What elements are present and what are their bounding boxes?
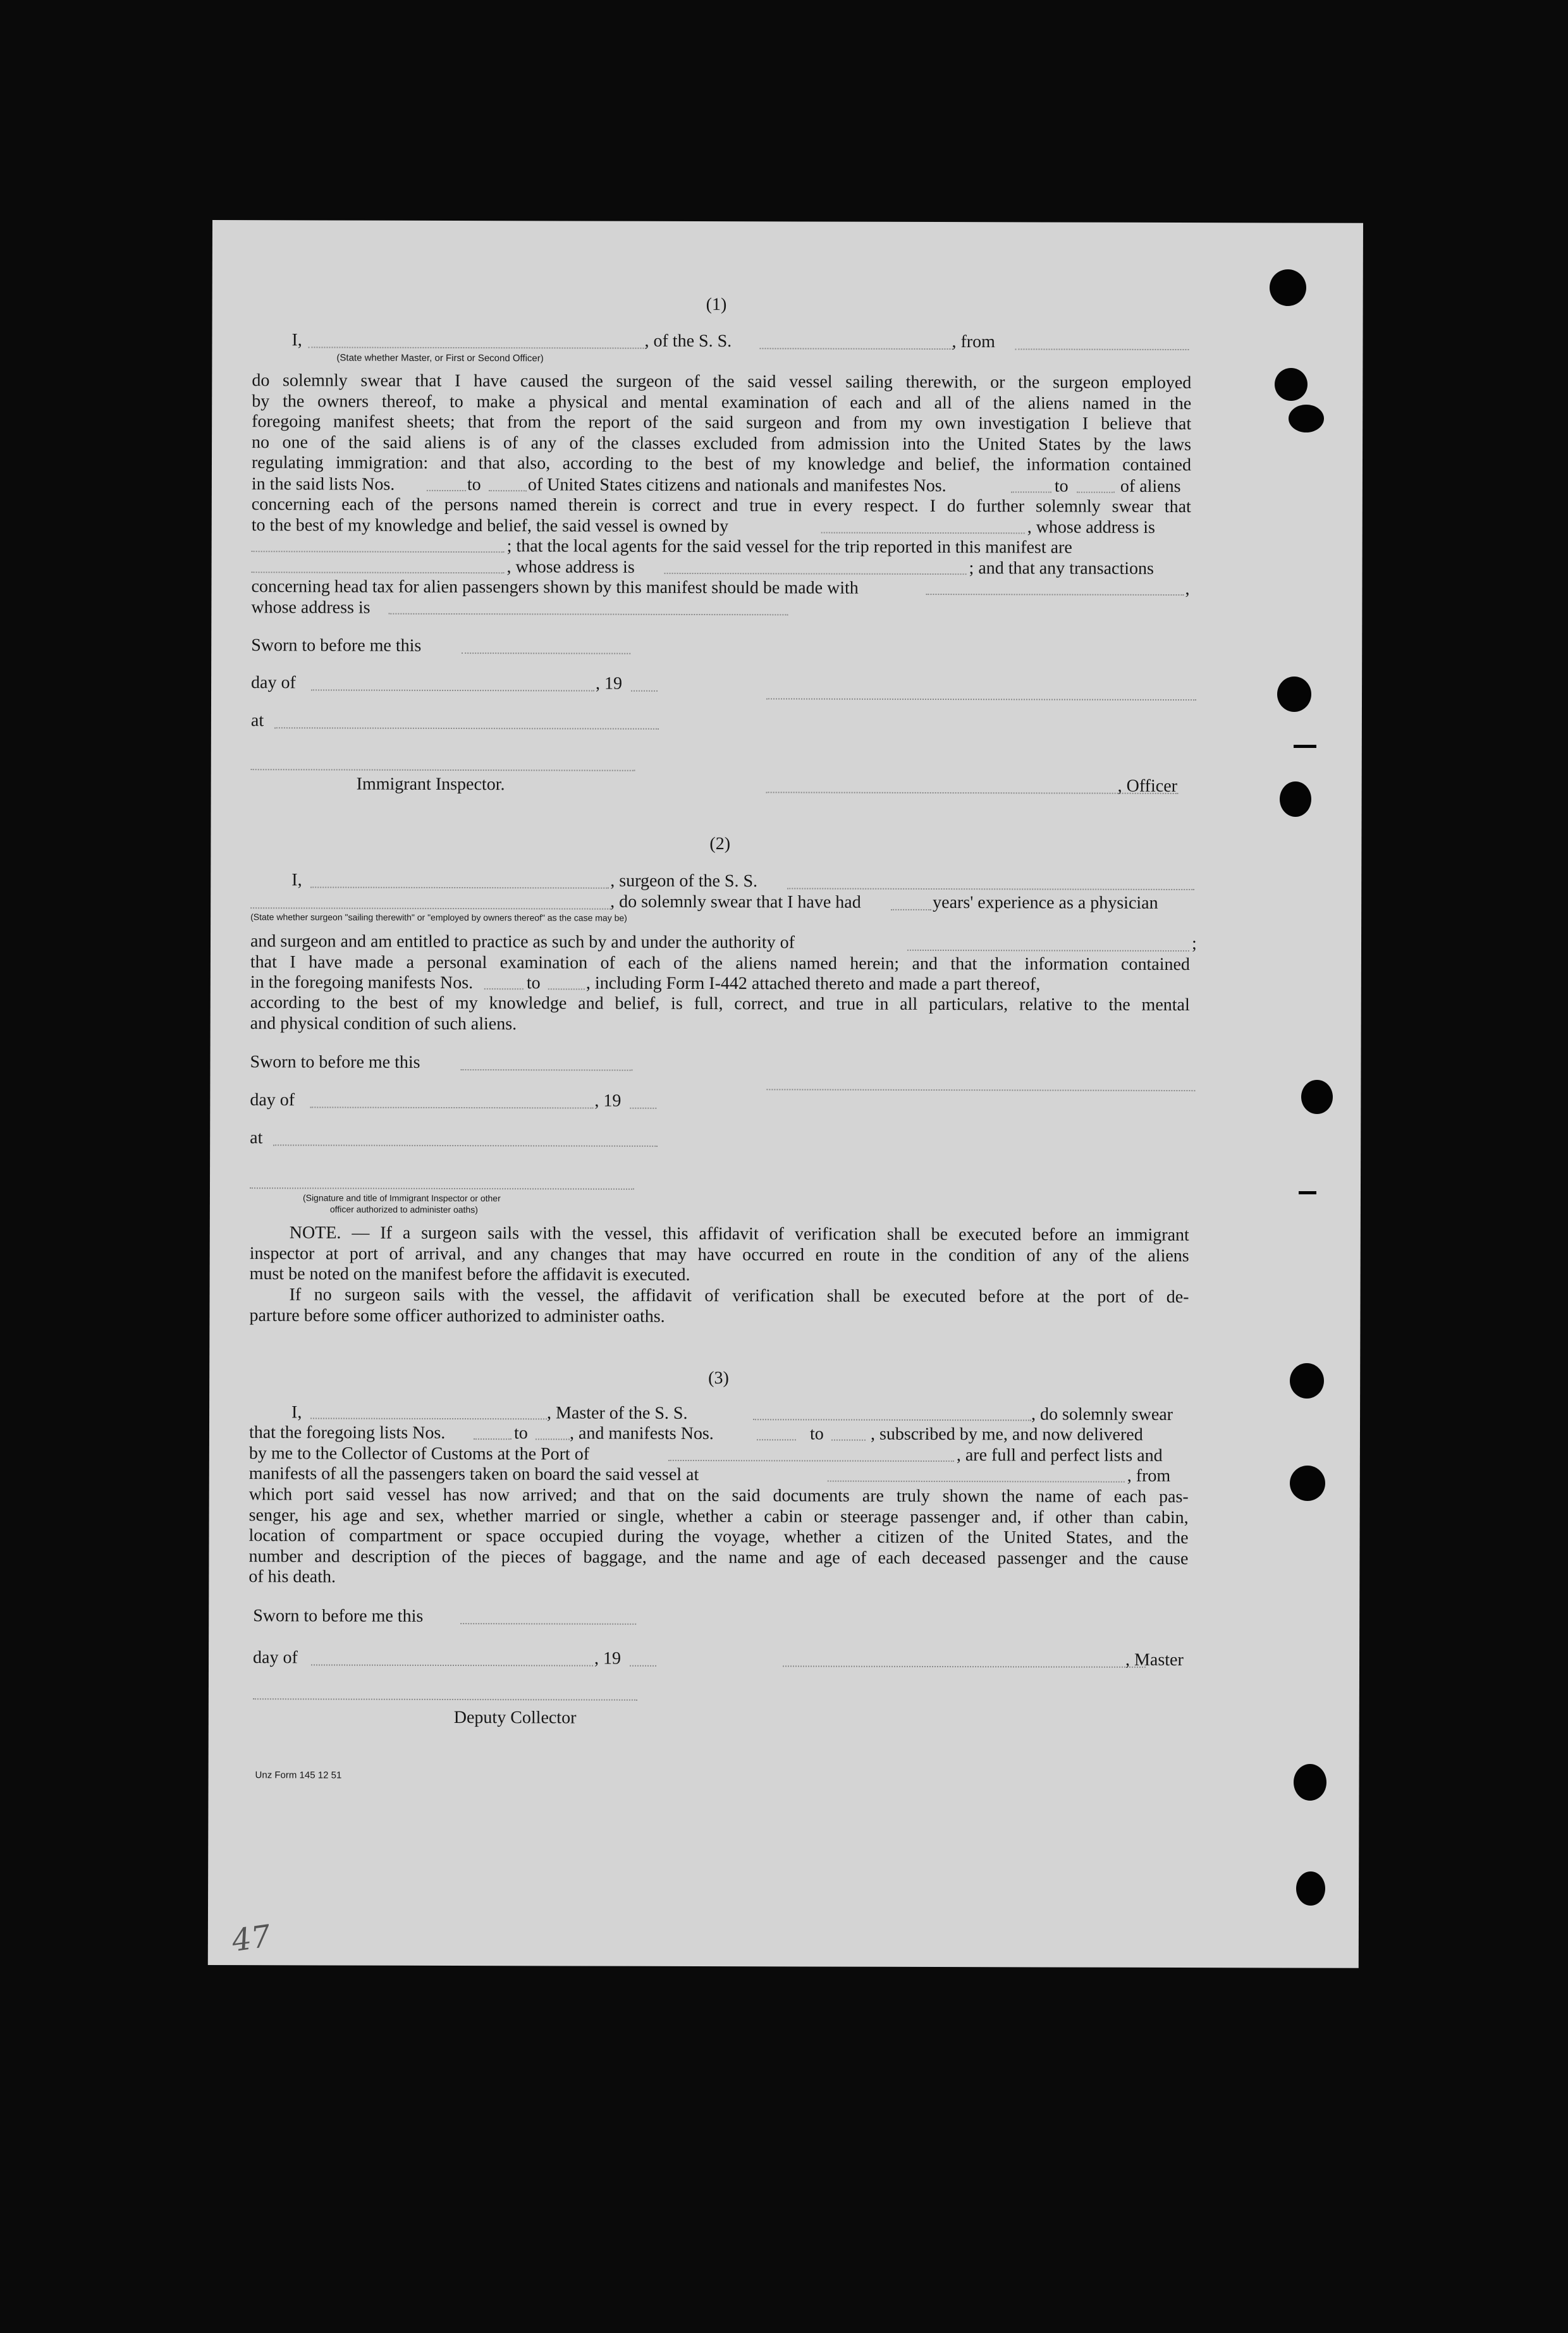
sworn-year-field[interactable] bbox=[630, 1108, 656, 1109]
at-label: at bbox=[250, 711, 264, 731]
years-experience-field[interactable] bbox=[891, 909, 931, 910]
sworn-day-field[interactable] bbox=[462, 652, 630, 654]
of-aliens-label: of aliens bbox=[1120, 476, 1181, 497]
lists-nos-label: in the said lists Nos. bbox=[251, 474, 395, 494]
agents-field[interactable] bbox=[252, 572, 505, 573]
manifests-from-field[interactable] bbox=[757, 1439, 796, 1440]
surgeon-name-field[interactable] bbox=[310, 886, 609, 888]
agents-address-field[interactable] bbox=[665, 573, 967, 575]
experience-label: years' experience as a physician bbox=[933, 892, 1158, 913]
officer-label: , Officer bbox=[1117, 776, 1178, 796]
sworn-label: Sworn to before me this bbox=[250, 1052, 420, 1072]
head-tax-address-field[interactable] bbox=[388, 613, 788, 616]
punch-hole bbox=[1290, 1466, 1325, 1501]
whose-address-label: , whose address is bbox=[1027, 517, 1155, 537]
surgeon-status-field[interactable] bbox=[250, 907, 611, 909]
day-of-label: day of bbox=[251, 673, 296, 693]
surgeon-note: (State whether surgeon "sailing therewith" or "employed by owners thereof" as the case may be) bbox=[250, 912, 627, 923]
transactions-label: ; and that any transactions bbox=[969, 558, 1154, 579]
body-line: no one of the said aliens is of any of the classes excluded from admission into the United States by the laws bbox=[252, 432, 1192, 455]
sworn-day-field[interactable] bbox=[460, 1069, 632, 1071]
signature-note: (Signature and title of Immigrant Inspector or other bbox=[302, 1192, 501, 1204]
alien-manifest-from-field[interactable] bbox=[1011, 491, 1051, 493]
master-label: , Master bbox=[1125, 1650, 1184, 1670]
section2-heading: (2) bbox=[709, 834, 731, 854]
body-line: foregoing manifest sheets; that from the report of the said surgeon and from my own investigation I believe that bbox=[252, 412, 1192, 434]
officer-signature-line[interactable] bbox=[766, 698, 1196, 701]
surgeon-of-label: , surgeon of the S. S. bbox=[610, 871, 758, 891]
from-label: , from bbox=[1127, 1466, 1171, 1486]
swear-label: , do solemnly swear that I have had bbox=[610, 891, 861, 912]
note2-paragraph: If no surgeon sails with the vessel, the affidavit of verification shall be executed before at the port of de- parture before some officer authorized to administer oaths. bbox=[249, 1285, 1189, 1326]
master-signature-line[interactable] bbox=[783, 1665, 1146, 1668]
master-of-label: , Master of the S. S. bbox=[547, 1403, 688, 1423]
departure-port-field[interactable] bbox=[828, 1481, 1125, 1483]
manifest-verification-form: (1) I, , of the S. S. , from (State whether Master, or First or Second Officer) do solemnly swear that I have caused the surgeon of the said vessel sailing therewith, or the surgeon employed by the owners thereof, to make a physical and mental examination of each and all of the aliens named in the foregoing manifest sheets; that from the report of the said surgeon and from my own investigation I believe that no one of the said aliens is of any of the classes excluded from admission into the United States by the laws regulating immigration: and that also, according to the best of my knowledge and belief, the information contained in the said lists Nos. to of United States citizens and nationals and manifestes Nos. to of aliens concerning each of the persons named therein is correct and true in every respect. I do further solemnly swear that to the best of my knowledge and belief, the said vessel is owned by , whose address is ; that the local agents for the said vessel for the trip reported in this manifest are , whose address is ; and that any transactions concerning head tax for alien passengers shown by this manifest should be made with , whose address is Sworn to before me this day of , 19 at Immigrant Inspector. , Officer (2) I, , surgeon of the S. S. , do solemnly swear that I have had years' experience as a physician (State whether surgeon "sailing therewith" or "employed by owners thereof" as the case may be) and surgeon and am entitled to practice as such by and under the authority of ; that I have made a personal examination of each of the aliens named herein; and that the information contained in the foregoing manifests Nos. to , including Form I-442 attached thereto and made a part thereof, according to the best of my knowledge and belief, is full, correct, and true in all particulars, relative to the mental and physical condition of such aliens. Sworn to before me this day of , 19 at (Signature and title of Immigrant Inspector or other officer authorized to administer oaths) NOTE. — If a surgeon sails with the vessel, this affidavit of verification shall be executed before an immigrant inspector at port of arrival, and any changes that may have occurred en route in the condition of any of the aliens must be noted on the manifest before the affidavit is executed. If no surgeon sails with the vessel, the affidavit of verification shall be executed before at the port of de- parture before some officer authorized to administer oaths. (3) I, , Master of the S. S. , do solemnly swear that the foregoing lists Nos. to , and manifests Nos. to , subscribed by me, and now delivered by me to the Collector of Customs at the Port of , are full and perfect lists and manifests of all the passengers taken on board the said vessel at , from which port said vessel has now arrived; and that on the said documents are truly shown the name of each pas- senger, his age and sex, whether married or single, whether a cabin or steerage passenger and, if other than cabin, location of compartment or space occupied during the voyage, whether a citizen of the United States, and the number and description of the pieces of baggage, and the name and age of each deceased passenger and the cause of his death. Sworn to before me this day of , 19 , Master Deputy Collector Unz Form 145 12 51 47 bbox=[208, 220, 1363, 1968]
surgeon-signature-line[interactable] bbox=[766, 1089, 1195, 1091]
sworn-label: Sworn to before me this bbox=[251, 635, 422, 656]
to-label: to bbox=[467, 475, 481, 495]
master-name-field[interactable] bbox=[308, 346, 646, 348]
year-label: , 19 bbox=[594, 1648, 622, 1669]
taken-on-board-label: manifests of all the passengers taken on board the said vessel at bbox=[248, 1464, 699, 1485]
officer-title-line[interactable] bbox=[766, 792, 1179, 794]
inspector-signature-line[interactable] bbox=[250, 1187, 634, 1190]
section3-body: which port said vessel has now arrived; and that on the said documents are truly shown the name of each pas- senger, his age and sex, whether married or single, whether a cabin or steerage passenger and, if other than cabin, location of compartment or space occupied during the voyage, whether a citizen of the United States, and the number and description of the pieces of baggage, and the name and age of each deceased passenger and the cause of his death. bbox=[248, 1485, 1189, 1587]
punch-hole bbox=[1290, 1363, 1324, 1399]
year-label: , 19 bbox=[594, 1091, 622, 1111]
manifests-nos-label: , and manifests Nos. bbox=[569, 1423, 714, 1444]
section2-line2: that I have made a personal examination of each of the aliens named herein; and that the information contained bbox=[250, 952, 1190, 975]
at-label: at bbox=[250, 1128, 263, 1148]
immigrant-inspector-label: Immigrant Inspector. bbox=[356, 774, 505, 795]
sworn-month-field[interactable] bbox=[310, 1106, 593, 1108]
edge-mark bbox=[1299, 1191, 1316, 1194]
collector-label: by me to the Collector of Customs at the Port of bbox=[248, 1443, 590, 1464]
section1-body bbox=[252, 370, 1191, 475]
lists-from-field[interactable] bbox=[474, 1438, 511, 1440]
swear-label: , do solemnly swear bbox=[1031, 1404, 1173, 1424]
punch-hole bbox=[1294, 1764, 1326, 1801]
officer-note: (State whether Master, or First or Second Officer) bbox=[336, 352, 544, 364]
manifests-to-field[interactable] bbox=[831, 1440, 866, 1441]
sworn-year-field[interactable] bbox=[631, 690, 658, 692]
citizens-label: of United States citizens and nationals and manifestes Nos. bbox=[527, 475, 946, 496]
sworn-label: Sworn to before me this bbox=[253, 1606, 424, 1626]
deputy-collector-label: Deputy Collector bbox=[453, 1708, 577, 1728]
citizen-list-to-field[interactable] bbox=[489, 490, 527, 491]
punch-hole bbox=[1277, 677, 1311, 712]
section1-intro-I: I, bbox=[291, 330, 302, 350]
surgeon-manifest-to-field[interactable] bbox=[548, 988, 585, 989]
authority-label: and surgeon and am entitled to practice as such by and under the authority of bbox=[250, 931, 795, 953]
section1-heading: (1) bbox=[706, 295, 727, 315]
lists-to-field[interactable] bbox=[536, 1438, 570, 1440]
sworn-place-field[interactable] bbox=[273, 1144, 658, 1147]
body-line: do solemnly swear that I have caused the surgeon of the said vessel sailing therewith, or the surgeon employed bbox=[252, 370, 1192, 393]
manifests-nos-label: in the foregoing manifests Nos. bbox=[250, 972, 474, 993]
subscribed-label: , subscribed by me, and now delivered bbox=[870, 1424, 1143, 1445]
body-line: regulating immigration: and that also, according to the best of my knowledge and belief, the information contained bbox=[251, 453, 1192, 475]
form-i442-label: , including Form I-442 attached thereto and made a part thereof, bbox=[585, 973, 1041, 995]
sworn-day-field[interactable] bbox=[460, 1623, 636, 1625]
whose-address-label: , whose address is bbox=[506, 557, 635, 577]
to-label: to bbox=[1054, 476, 1069, 496]
edge-mark bbox=[1294, 745, 1316, 748]
citizen-list-from-field[interactable] bbox=[427, 490, 466, 491]
vessel-name-field[interactable] bbox=[759, 348, 953, 350]
sworn-month-field[interactable] bbox=[311, 1664, 593, 1666]
head-tax-party-field[interactable] bbox=[926, 594, 1184, 596]
master-name-field[interactable] bbox=[310, 1418, 547, 1419]
sworn-month-field[interactable] bbox=[311, 689, 594, 691]
from-label: , from bbox=[952, 332, 995, 352]
section3-heading: (3) bbox=[708, 1368, 729, 1388]
local-agents-label: ; that the local agents for the said vessel for the trip reported in this manifest are bbox=[506, 536, 1072, 558]
owner-field[interactable] bbox=[821, 532, 1025, 534]
port-field[interactable] bbox=[668, 1460, 954, 1462]
punch-hole bbox=[1289, 405, 1324, 432]
section2-intro-I: I, bbox=[291, 870, 302, 890]
sworn-year-field[interactable] bbox=[630, 1665, 656, 1667]
inspector-signature-line[interactable] bbox=[251, 769, 635, 771]
punch-hole bbox=[1275, 368, 1308, 401]
punch-hole bbox=[1270, 269, 1306, 306]
punch-hole bbox=[1301, 1080, 1333, 1114]
punch-hole bbox=[1280, 781, 1311, 817]
collector-signature-line[interactable] bbox=[253, 1698, 637, 1701]
section3-intro-I: I, bbox=[291, 1402, 302, 1423]
body-line: by the owners thereof, to make a physical and mental examination of each and all of the aliens named in the bbox=[252, 391, 1192, 413]
head-tax-label: concerning head tax for alien passengers shown by this manifest should be made with bbox=[251, 577, 859, 598]
perfect-lists-label: , are full and perfect lists and bbox=[956, 1445, 1163, 1466]
surgeon-manifest-from-field[interactable] bbox=[484, 988, 524, 989]
day-of-label: day of bbox=[253, 1648, 298, 1668]
of-ss-label: , of the S. S. bbox=[644, 331, 732, 352]
signature-note: officer authorized to administer oaths) bbox=[329, 1204, 478, 1215]
handwritten-mark: 47 bbox=[230, 1918, 273, 1959]
note-paragraph: NOTE. — If a surgeon sails with the vessel, this affidavit of verification shall be executed before an immigrant inspector at port of arrival, and any changes that may have occurred en route in the condition of any of the aliens must be noted on the manifest before the affidavit is executed. bbox=[249, 1223, 1189, 1285]
section1-line7: concerning each of the persons named therein is correct and true in every respect. I do further solemnly swear that bbox=[251, 494, 1191, 517]
punch-hole bbox=[1296, 1871, 1325, 1906]
surgeon-vessel-field[interactable] bbox=[787, 888, 1194, 890]
section2-lines: according to the best of my knowledge and belief, is full, correct, and true in all particulars, relative to the mental and physical condition of such aliens. bbox=[250, 993, 1190, 1034]
year-label: , 19 bbox=[596, 673, 623, 694]
vessel-name-field[interactable] bbox=[753, 1419, 1031, 1421]
form-number: Unz Form 145 12 51 bbox=[255, 1770, 342, 1781]
authority-field[interactable] bbox=[907, 950, 1189, 952]
owner-address-field[interactable] bbox=[252, 551, 505, 553]
lists-nos-label: that the foregoing lists Nos. bbox=[248, 1423, 446, 1443]
day-of-label: day of bbox=[250, 1090, 295, 1110]
from-port-field[interactable] bbox=[1015, 348, 1189, 350]
whose-address-label: whose address is bbox=[251, 597, 371, 618]
alien-manifest-to-field[interactable] bbox=[1077, 492, 1115, 493]
sworn-place-field[interactable] bbox=[274, 727, 659, 730]
owned-by-label: to the best of my knowledge and belief, the said vessel is owned by bbox=[251, 515, 729, 537]
